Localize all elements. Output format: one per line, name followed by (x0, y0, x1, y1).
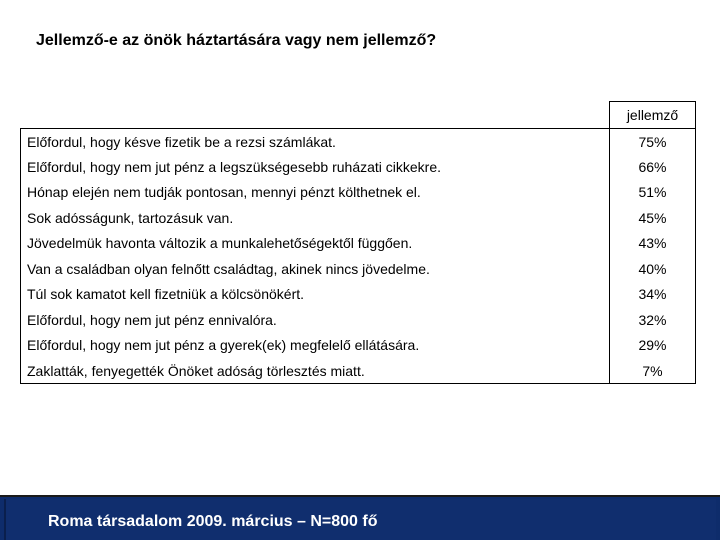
table-header-row (21, 102, 696, 129)
table-row (21, 282, 696, 308)
row-value: 7% (610, 358, 696, 384)
table-row (21, 307, 696, 333)
row-statement: Sok adósságunk, tartozásuk van. (21, 205, 610, 231)
row-value: 66% (610, 154, 696, 180)
row-value: 45% (610, 205, 696, 231)
value-column-header: jellemző (610, 102, 696, 129)
table-row (21, 231, 696, 257)
statement-header (21, 102, 610, 129)
row-value: 32% (610, 307, 696, 333)
table-row (21, 256, 696, 282)
row-statement: Előfordul, hogy nem jut pénz a gyerek(ek) megfelelő ellátására. (21, 333, 610, 359)
table-row (21, 333, 696, 359)
row-statement: Hónap elején nem tudják pontosan, mennyi pénzt költhetnek el. (21, 180, 610, 206)
survey-table (20, 101, 696, 384)
table-row (21, 129, 696, 155)
row-value: 51% (610, 180, 696, 206)
row-statement: Előfordul, hogy késve fizetik be a rezsi számlákat. (21, 129, 610, 155)
row-value: 34% (610, 282, 696, 308)
row-value: 75% (610, 129, 696, 155)
row-value: 43% (610, 231, 696, 257)
row-value: 40% (610, 256, 696, 282)
row-statement: Előfordul, hogy nem jut pénz a legszükségesebb ruházati cikkekre. (21, 154, 610, 180)
table-row (21, 154, 696, 180)
slide-title: Jellemző-e az önök háztartására vagy nem jellemző? (36, 32, 437, 49)
row-value: 29% (610, 333, 696, 359)
footer-text: Roma társadalom 2009. március – N=800 fő (48, 513, 378, 530)
row-statement: Van a családban olyan felnőtt családtag, akinek nincs jövedelme. (21, 256, 610, 282)
row-statement: Túl sok kamatot kell fizetniük a kölcsönökért. (21, 282, 610, 308)
row-statement: Előfordul, hogy nem jut pénz ennivalóra. (21, 307, 610, 333)
table-row (21, 180, 696, 206)
table-row (21, 205, 696, 231)
row-statement: Jövedelmük havonta változik a munkalehetőségektől függően. (21, 231, 610, 257)
row-statement: Zaklatták, fenyegették Önöket adóság törlesztés miatt. (21, 358, 610, 384)
table-row (21, 358, 696, 384)
